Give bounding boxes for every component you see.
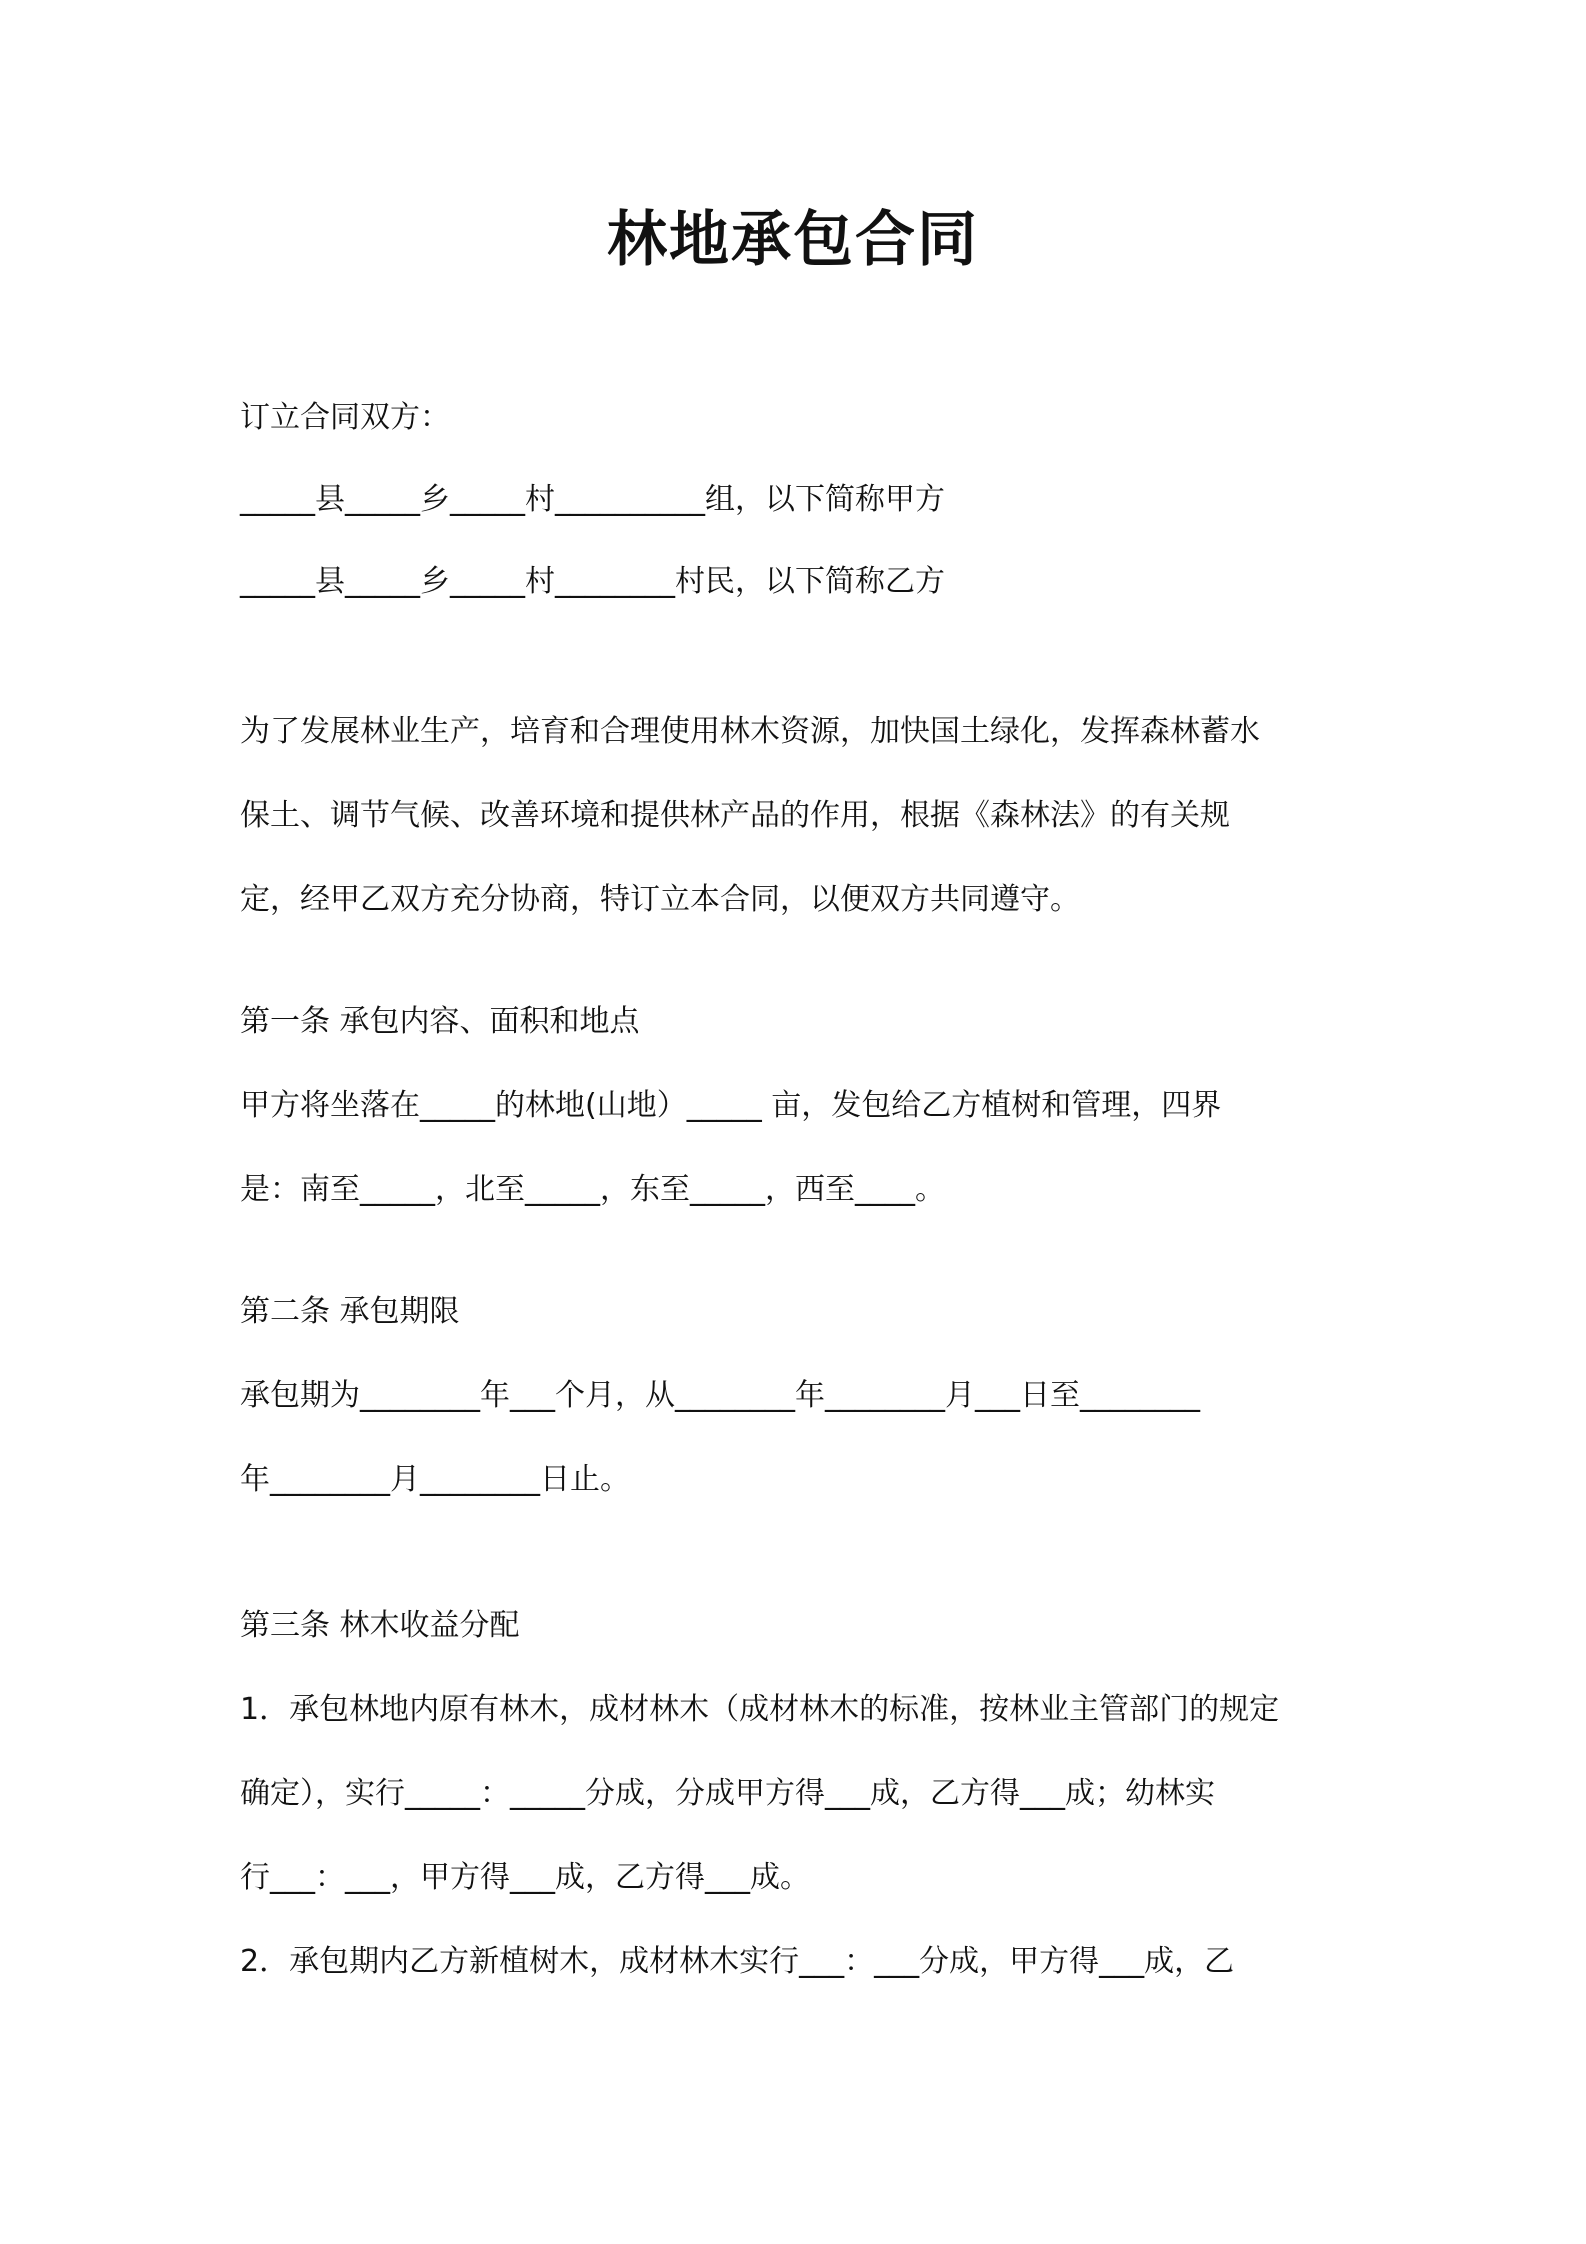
article2-line: 年________月________日止。 bbox=[240, 1462, 630, 1497]
parties-label: 订立合同双方： bbox=[240, 400, 450, 435]
preamble-line: 定，经甲乙双方充分协商，特订立本合同，以便双方共同遵守。 bbox=[240, 882, 1080, 917]
party-b-line: _____县_____乡_____村________村民，以下简称乙方 bbox=[240, 564, 945, 599]
article1-heading: 第一条 承包内容、面积和地点 bbox=[240, 1004, 640, 1039]
article1-line: 是：南至_____，北至_____，东至_____，西至____。 bbox=[240, 1172, 945, 1207]
article3-line: 确定），实行_____：_____分成，分成甲方得___成，乙方得___成；幼林实 bbox=[240, 1776, 1215, 1811]
article3-line: 行___：___，甲方得___成，乙方得___成。 bbox=[240, 1860, 810, 1895]
preamble-line: 保土、调节气候、改善环境和提供林产品的作用，根据《森林法》的有关规 bbox=[240, 798, 1230, 833]
article3-heading: 第三条 林木收益分配 bbox=[240, 1608, 520, 1643]
article1-line: 甲方将坐落在_____的林地(山地）_____ 亩，发包给乙方植树和管理，四界 bbox=[240, 1088, 1222, 1123]
article3-line: 2．承包期内乙方新植树木，成材林木实行___：___分成，甲方得___成，乙 bbox=[240, 1944, 1235, 1979]
article3-line: 1．承包林地内原有林木，成材林木（成材林木的标准，按林业主管部门的规定 bbox=[240, 1692, 1280, 1727]
party-a-line: _____县_____乡_____村__________组，以下简称甲方 bbox=[240, 482, 945, 517]
article2-heading: 第二条 承包期限 bbox=[240, 1294, 460, 1329]
document-title: 林地承包合同 bbox=[607, 205, 979, 275]
preamble-line: 为了发展林业生产，培育和合理使用林木资源，加快国土绿化，发挥森林蓄水 bbox=[240, 714, 1260, 749]
article2-line: 承包期为________年___个月，从________年________月___日至________ bbox=[240, 1378, 1200, 1413]
